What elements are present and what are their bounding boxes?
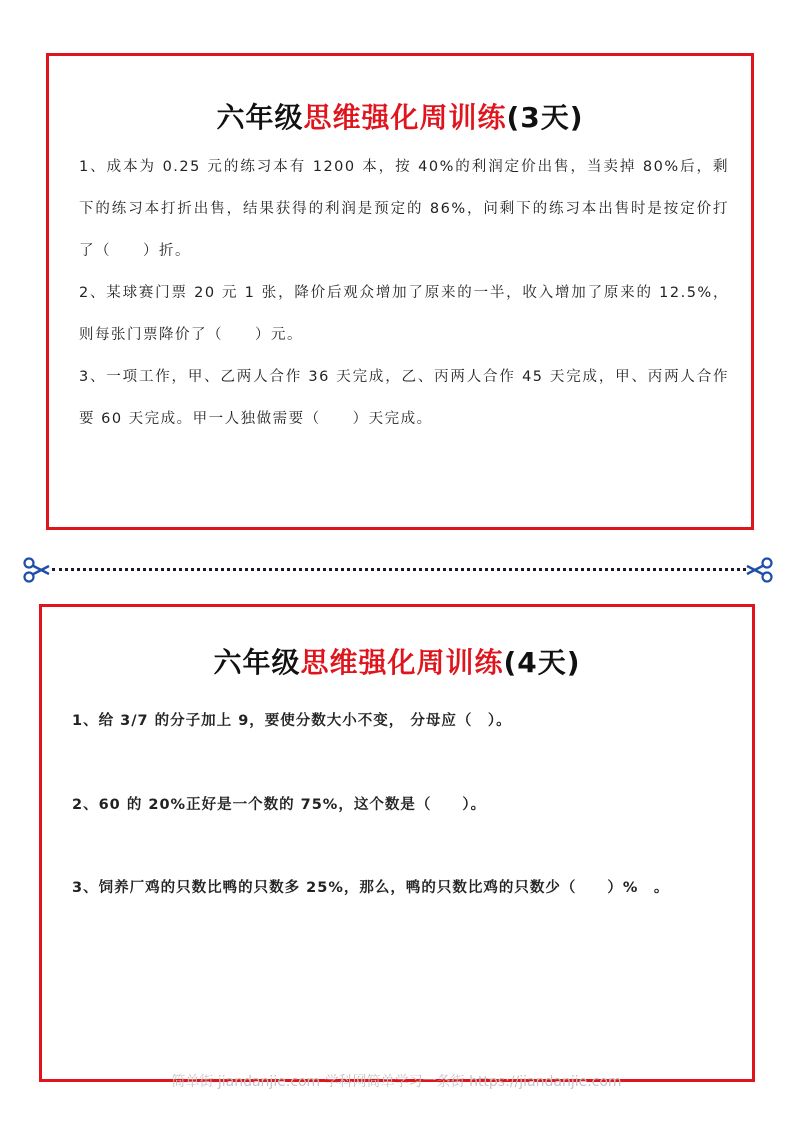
title-suffix: (4天) <box>503 646 581 679</box>
title-highlight: 思维强化周训练 <box>303 101 507 134</box>
day4-question-1: 1、给 3/7 的分子加上 9，要使分数大小不变， 分母应（ ）。 <box>72 713 512 729</box>
day3-question-3: 3、一项工作，甲、乙两人合作 36 天完成，乙、丙两人合作 45 天完成，甲、丙两人合作要 60 天完成。甲一人独做需要（ ）天完成。 <box>79 369 729 427</box>
scissors-icon <box>746 557 774 583</box>
scissors-icon <box>22 557 50 583</box>
watermark-footer: 简单街 jiandanjie.com 学科网简单学习一条街 https://jiandanjie.com <box>171 1074 622 1090</box>
day4-question-3: 3、饲养厂鸡的只数比鸭的只数多 25%，那么，鸭的只数比鸡的只数少（ ）% 。 <box>72 880 670 896</box>
day4-title <box>42 641 752 681</box>
day3-title <box>49 96 751 136</box>
title-suffix: (3天) <box>506 101 584 134</box>
dotted-line <box>52 568 746 571</box>
cut-line <box>22 557 774 583</box>
day3-question-1: 1、成本为 0.25 元的练习本有 1200 本，按 40%的利润定价出售，当卖掉 80%后，剩下的练习本打折出售，结果获得的利润是预定的 86%，问剩下的练习本出售时是按定价打了（ ）折。 <box>79 159 729 259</box>
day3-question-2: 2、某球赛门票 20 元 1 张，降价后观众增加了原来的一半，收入增加了原来的 12.5%，则每张门票降价了（ ）元。 <box>79 285 729 343</box>
title-highlight: 思维强化周训练 <box>300 646 504 679</box>
day3-card <box>46 53 754 530</box>
title-prefix: 六年级 <box>213 646 301 679</box>
title-prefix: 六年级 <box>216 101 304 134</box>
day4-question-2: 2、60 的 20%正好是一个数的 75%，这个数是（ ）。 <box>72 797 487 813</box>
day4-card <box>39 604 755 1082</box>
